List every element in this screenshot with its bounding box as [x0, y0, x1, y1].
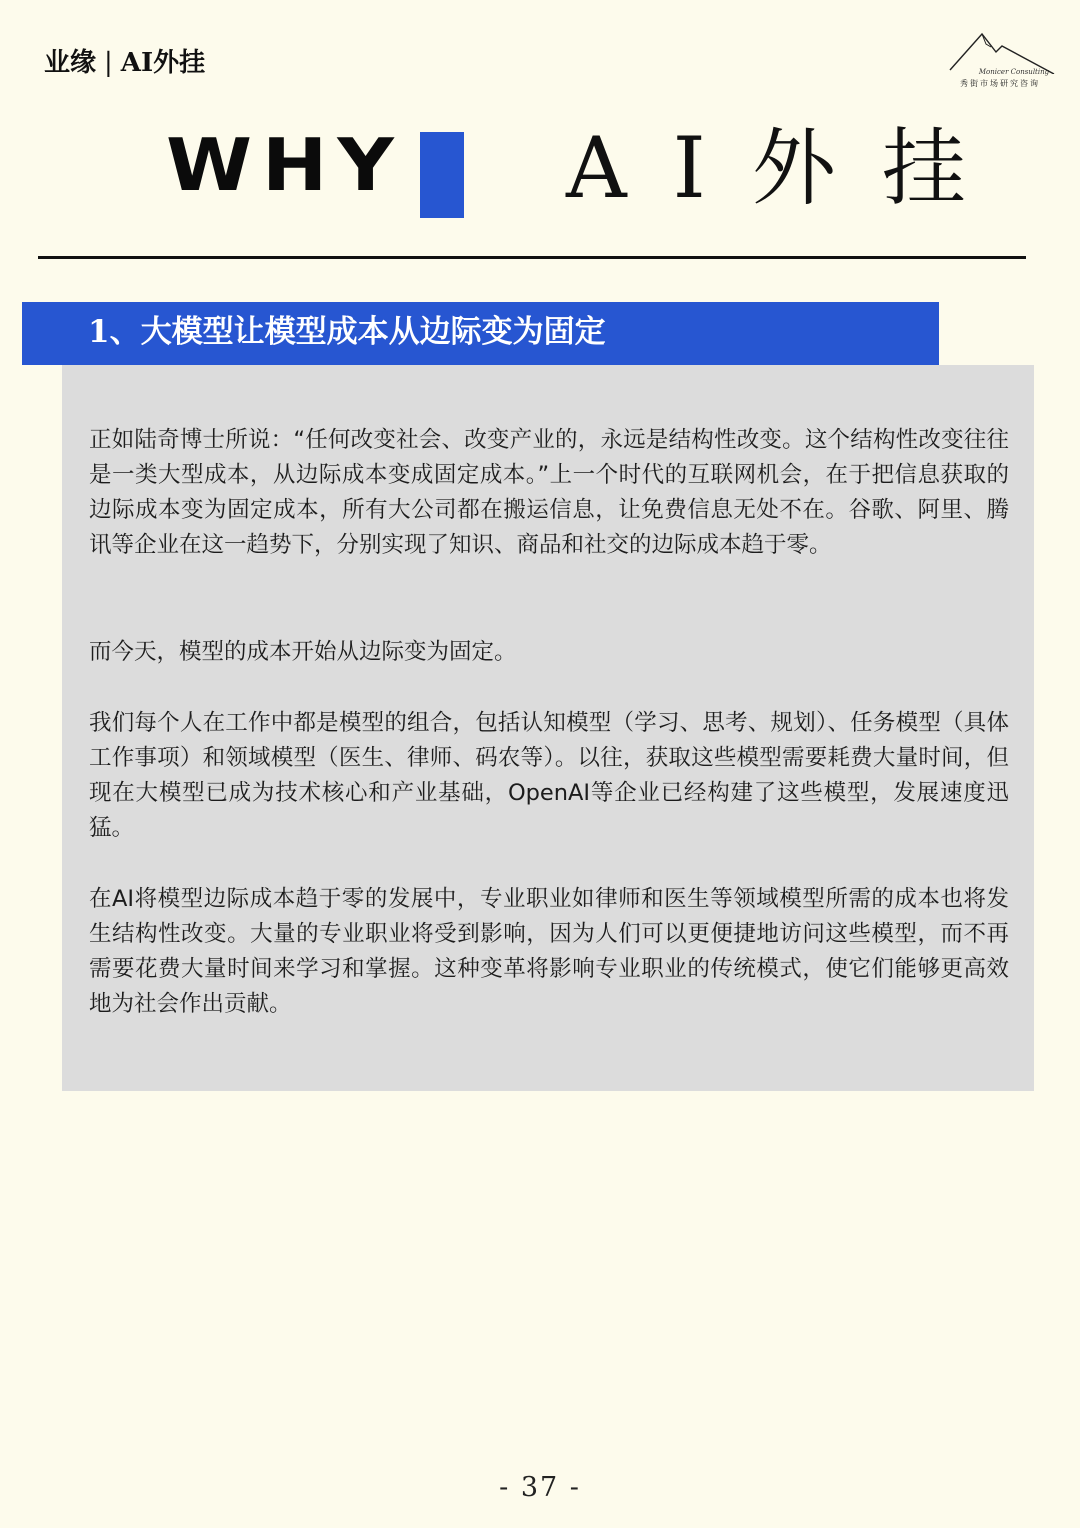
paragraph: 我们每个人在工作中都是模型的组合，包括认知模型（学习、思考、规划）、任务模型（具体工作事项）和领域模型（医生、律师、码农等）。以往，获取这些模型需要耗费大量时间，但现在大模型已成为技术核心和产业基础，OpenAI等企业已经构建了这些模型，发展速度迅猛。: [89, 709, 1009, 842]
header-divider: [38, 256, 1026, 259]
logo-tagline: Monicer Consulting: [978, 68, 1050, 76]
paragraph: 在AI将模型边际成本趋于零的发展中，专业职业如律师和医生等领域模型所需的成本也将发生结构性改变。大量的专业职业将受到影响，因为人们可以更便捷地访问这些模型，而不再需要花费大量时间来学习和掌握。这种变革将影响专业职业的传统模式，使它们能够更高效地为社会作出贡献。: [89, 885, 1009, 1018]
section-title: 1、大模型让模型成本从边际变为固定: [88, 314, 606, 350]
breadcrumb: [44, 42, 205, 79]
page-title: AI外挂: [566, 119, 1012, 217]
page-number: - 37 -: [499, 1472, 581, 1503]
content-box: [62, 365, 1034, 1091]
title-accent-bar: [420, 132, 464, 218]
paragraph: 而今天，模型的成本开始从边际变为固定。: [89, 638, 517, 665]
logo-name: 秀街市场研究咨询: [960, 79, 1040, 88]
section-header: [22, 302, 939, 365]
paragraph: 正如陆奇博士所说：“任何改变社会、改变产业的，永远是结构性改变。这个结构性改变往往是一类大型成本，从边际成本变成固定成本。”上一个时代的互联网机会，在于把信息获取的边际成本变为固定成本，所有大公司都在搬运信息，让免费信息无处不在。谷歌、阿里、腾讯等企业在这一趋势下，分别实现了知识、商品和社交的边际成本趋于零。: [89, 426, 1009, 559]
brand-logo: [944, 30, 1056, 92]
title-why: WHY: [166, 124, 404, 208]
breadcrumb-category: 业缘: [44, 48, 97, 78]
breadcrumb-topic: AI外挂: [120, 48, 206, 78]
breadcrumb-separator: |: [104, 48, 113, 78]
